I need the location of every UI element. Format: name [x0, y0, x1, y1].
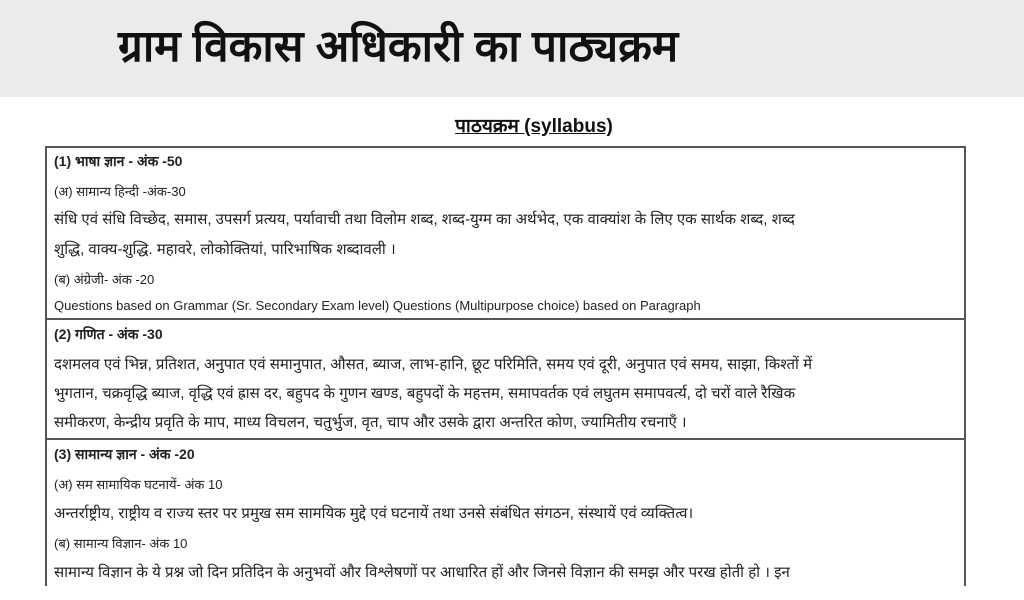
section-maths [47, 320, 964, 440]
section-heading: (1) भाषा ज्ञान - अंक -50 [54, 153, 183, 169]
section-text: समीकरण, केन्द्रीय प्रवृति के माप, माध्य विचलन, चतुर्भुज, वृत, चाप और उसके द्वारा अन्तरित कोण, ज्यामितीय रचनाएँ । [54, 414, 687, 431]
section-text: भुगतान, चक्रवृद्धि ब्याज, वृद्धि एवं ह्रास दर, बहुपद के गुणन खण्ड, बहुपदों के महत्तम, समापवर्तक एवं लघुतम समापवर्त्य, दो चरों वाले रैखिक [54, 385, 796, 402]
section-language [47, 148, 964, 320]
subsection-heading: (अ) सम सामायिक घटनायें- अंक 10 [54, 477, 223, 492]
section-general-knowledge [47, 440, 964, 600]
section-heading: (3) सामान्य ज्ञान - अंक -20 [54, 446, 195, 462]
title-banner [0, 0, 1024, 97]
section-text: अन्तर्राष्ट्रीय, राष्ट्रीय व राज्य स्तर पर प्रमुख सम सामयिक मुद्दे एवं घटनायें तथा उनसे संबंधित संगठन, संस्थायें एवं व्यक्तित्व। [54, 505, 694, 522]
subsection-heading: (ब) सामान्य विज्ञान- अंक 10 [54, 536, 188, 551]
section-text: शुद्धि, वाक्य-शुद्धि. महावरे, लोकोक्तियां, पारिभाषिक शब्दावली । [54, 241, 396, 258]
subsection-heading: (अ) सामान्य हिन्दी -अंक-30 [54, 184, 186, 199]
section-heading: (2) गणित - अंक -30 [54, 326, 163, 342]
section-text: दशमलव एवं भिन्न, प्रतिशत, अनुपात एवं समानुपात, औसत, ब्याज, लाभ-हानि, छूट परिमिति, समय एवं दूरी, अनुपात एवं समय, साझा, किश्तों में [54, 356, 813, 373]
section-text: सामान्य विज्ञान के ये प्रश्न जो दिन प्रतिदिन के अनुभवों और विश्लेषणों पर आधारित हों और जिनसे विज्ञान की समझ और परख होती हो । इन [54, 564, 790, 581]
syllabus-heading: पाठयक्रम (syllabus) [455, 116, 613, 137]
section-text: Questions based on Grammar (Sr. Secondary Exam level) Questions (Multipurpose choice) based on Paragraph [54, 298, 701, 313]
section-text: संधि एवं संधि विच्छेद, समास, उपसर्ग प्रत्यय, पर्यावाची तथा विलोम शब्द, शब्द-युग्म का अर्थभेद, एक वाक्यांश के लिए एक सार्थक शब्द, शब्द [54, 211, 795, 228]
page-title: ग्राम विकास अधिकारी का पाठ्यक्रम [118, 22, 679, 71]
syllabus-table [45, 146, 966, 586]
subsection-heading: (ब) अंग्रेजी- अंक -20 [54, 272, 155, 287]
